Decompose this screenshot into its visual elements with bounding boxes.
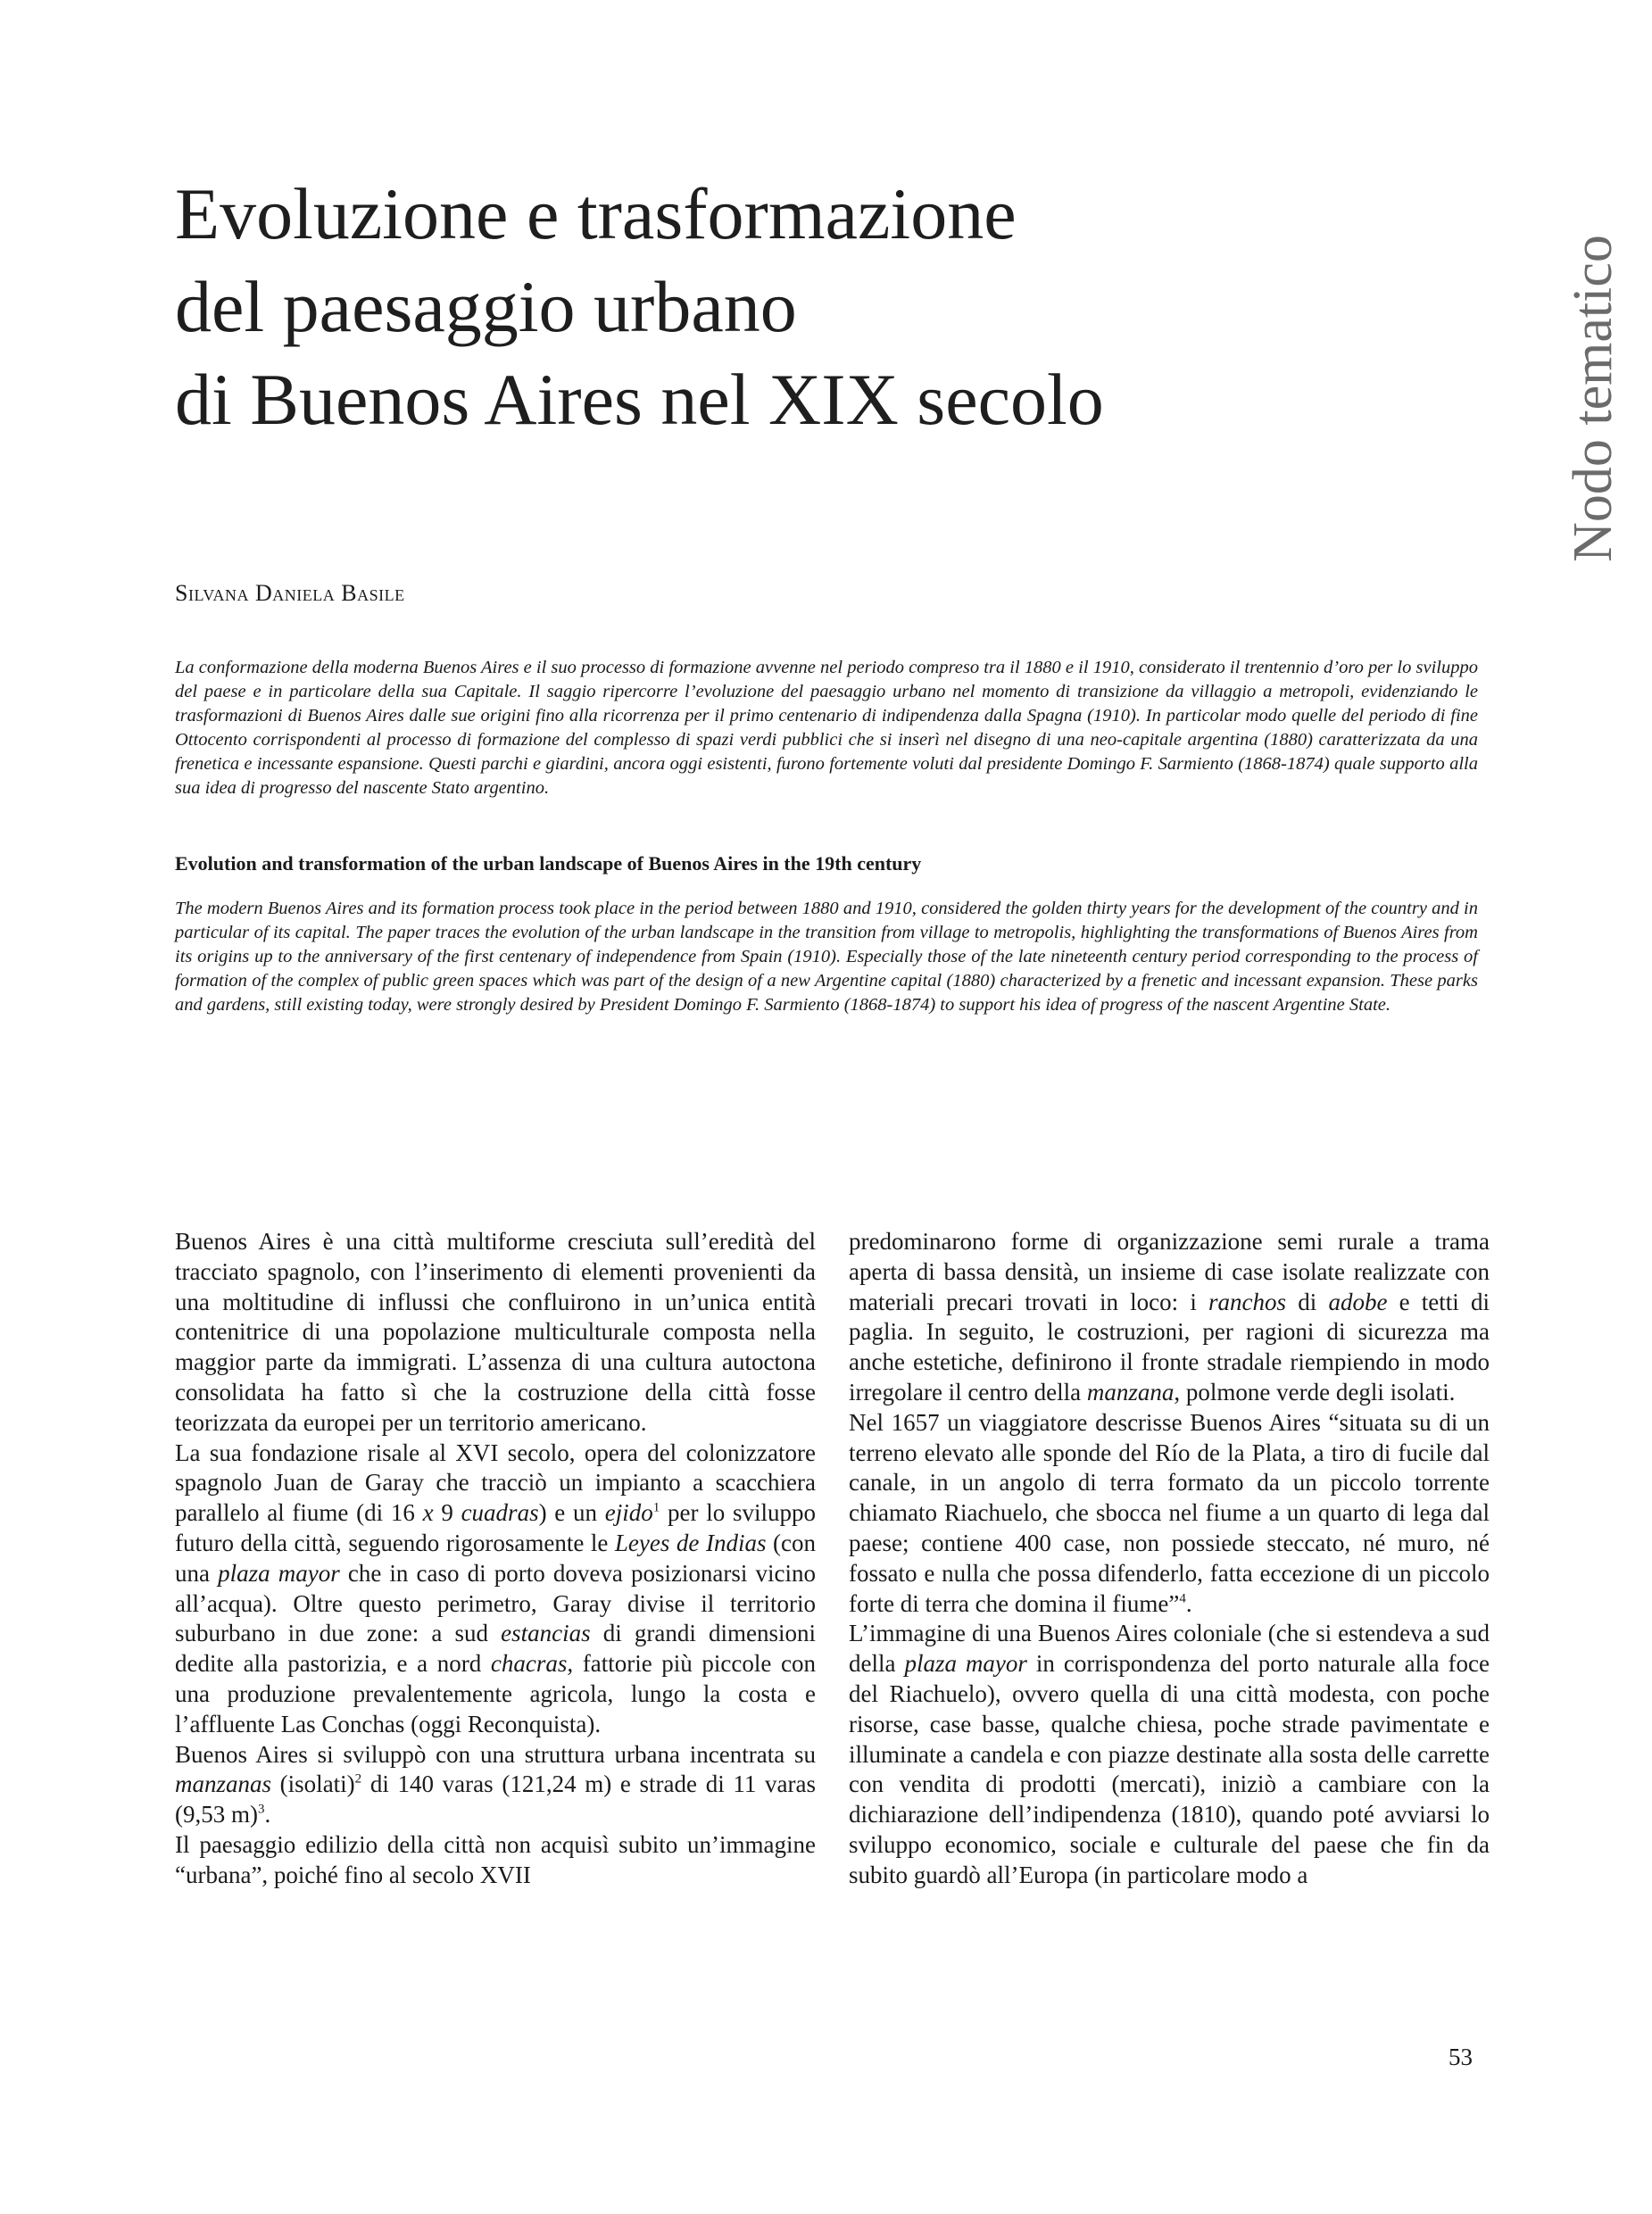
body-column-left — [175, 1227, 816, 1891]
text-run: 9 — [433, 1499, 461, 1527]
text-run: , polmone verde degli isolati. — [1174, 1378, 1456, 1406]
title-line-2: del paesaggio urbano — [175, 266, 797, 347]
text-run: di 140 varas (121,24 m) e strade di 11 varas (9,53 m) — [175, 1770, 816, 1828]
text-run: . — [264, 1801, 271, 1828]
english-title: Evolution and transformation of the urban landscape of Buenos Aires in the 19th century — [175, 852, 922, 875]
footnote-ref: 1 — [652, 1500, 660, 1515]
body-paragraph — [849, 1408, 1490, 1620]
section-tag — [1548, 211, 1638, 585]
italic-run: Leyes de Indias — [614, 1529, 767, 1556]
abstract-english: The modern Buenos Aires and its formation process took place in the period between 1880 and 1910, considered the golden thirty years for the development of the country and in particular of its capital. The paper traces the evolution of the urban landscape in the transition from village to metropolis, highlighting the transformations of Buenos Aires from its origins up to the anniversary of the first centenary of independence from Spain (1910). Especially those of the late nineteenth century period corresponding to the process of formation of the complex of public green spaces which was part of the design of a new Argentine capital (1880) characterized by a frenetic and incessant expansion. These parks and gardens, still existing today, were strongly desired by President Domingo F. Sarmiento (1868-1874) to support his idea of progress of the nascent Argentine State. — [175, 899, 1478, 1015]
text-run: di grandi dimensioni dedite alla pastorizia, e a nord — [175, 1620, 816, 1678]
italic-run: plaza mayor — [218, 1559, 340, 1587]
title-line-1: Evoluzione e trasformazione — [175, 173, 1017, 254]
body-paragraph — [175, 1740, 816, 1830]
text-run: per lo sviluppo futuro della città, seguendo rigorosamente le — [175, 1499, 816, 1556]
italic-run: chacras, — [490, 1650, 574, 1678]
italic-run: plaza mayor — [904, 1650, 1027, 1678]
text-run: di — [1286, 1288, 1329, 1315]
text-run: predominarono forme di organizzazione semi rurale a trama aperta di bassa densità, un insieme di case isolate realizzate con materiali precari trovati in loco: i — [849, 1228, 1490, 1315]
italic-run: x — [422, 1499, 434, 1527]
italic-run: manzanas — [175, 1770, 272, 1798]
body-column-right — [849, 1227, 1490, 1891]
text-run: ) e un — [538, 1499, 605, 1527]
text-run: La sua fondazione risale al XVI secolo, opera del colonizzatore spagnolo Juan de Garay che tracciò un impianto a scacchiera parallelo al fiume (di 16 — [175, 1439, 816, 1527]
footnote-ref: 3 — [257, 1802, 265, 1817]
italic-run: manzana — [1086, 1378, 1175, 1406]
section-tag-label: Nodo tematico — [1562, 234, 1623, 562]
footnote-ref: 2 — [354, 1771, 362, 1787]
abstract-italian: La conformazione della moderna Buenos Aires e il suo processo di formazione avvenne nel periodo compreso tra il 1880 e il 1910, considerato il trentennio d’oro per lo sviluppo del paese e in particolare della sua Capitale. Il saggio ripercorre l’evoluzione del paesaggio urbano nel momento di transizione da villaggio a metropoli, evidenziando le trasformazioni di Buenos Aires dalle sue origini fino alla ricorrenza per il primo centenario di indipendenza dalla Spagna (1910). In particolar modo quelle del periodo di fine Ottocento corrispondenti al processo di formazione del complesso di spazi verdi pubblici che si inserì nel disegno di una neo-capitale argentina (1880) caratterizzata da una frenetica e incessante espansione. Questi parchi e giardini, ancora oggi esistenti, furono fortemente voluti dal presidente Domingo F. Sarmiento (1868-1874) quale supporto alla sua idea di progresso del nascente Stato argentino. — [175, 658, 1478, 798]
text-run: Buenos Aires si sviluppò con una struttura urbana incentrata su — [175, 1740, 816, 1768]
text-run: in corrispondenza del porto naturale alla foce del Riachuelo), ovvero quella di una città modesta, con poche risorse, case basse, qualche chiesa, poche strade pavimentate e illuminate a candela e con piazze destinate alla sosta delle carrette con vendita di prodotti (mercati), iniziò a cambiare con la dichiarazione dell’indipendenza (1810), quando poté avviarsi lo sviluppo economico, sociale e culturale del paese che fin da subito guardò all’Europa (in particolare modo a — [849, 1650, 1490, 1888]
text-run: L’immagine di una Buenos Aires coloniale (che si estendeva a sud della — [849, 1620, 1490, 1678]
footnote-ref: 4 — [1179, 1591, 1186, 1606]
body-paragraph — [849, 1227, 1490, 1408]
page-number: 53 — [1449, 2044, 1473, 2070]
text-run: (con una — [175, 1529, 816, 1587]
body-paragraph — [849, 1619, 1490, 1890]
text-run: (isolati) — [271, 1770, 355, 1798]
article-title — [175, 168, 1335, 446]
body-paragraph: Il paesaggio edilizio della città non acquisì subito un’immagine “urbana”, poiché fino al secolo XVII — [175, 1830, 816, 1888]
text-run: fattorie più piccole con una produzione prevalentemente agricola, lungo la costa e l’affluente Las Conchas (oggi Reconquista). — [175, 1650, 816, 1737]
body-paragraph — [175, 1439, 816, 1740]
author-name: Silvana Daniela Basile — [175, 580, 405, 606]
italic-run: cuadras — [461, 1499, 539, 1527]
text-run: Nel 1657 un viaggiatore descrisse Buenos Aires “situata su di un terreno elevato alle sponde del Río de la Plata, a tiro di fucile dal canale, in un angolo di terra formato da un piccolo torrente chiamato Riachuelo, che sbocca nel fiume a un quarto di lega dal paese; contiene 400 case, non possiede steccato, né muro, né fossato e nulla che possa difenderlo, fatta eccezione di un piccolo forte di terra che domina il fiume” — [849, 1408, 1490, 1617]
italic-run: estancias — [501, 1620, 591, 1647]
text-run: e tetti di paglia. In seguito, le costruzioni, per ragioni di sicurezza ma anche estetiche, definirono il fronte stradale riempiendo in modo irregolare il centro della — [849, 1288, 1490, 1406]
body-paragraph: Buenos Aires è una città multiforme cresciuta sull’eredità del tracciato spagnolo, con l’inserimento di elementi provenienti da una moltitudine di influssi che confluirono in un’unica entità contenitrice di una popolazione multiculturale composta nella maggior parte da immigrati. L’assenza di una cultura autoctona consolidata ha fatto sì che la costruzione della città fosse teorizzata da europei per un territorio americano. — [175, 1228, 816, 1436]
title-line-3: di Buenos Aires nel XIX secolo — [175, 359, 1104, 440]
italic-run: ranchos — [1208, 1288, 1287, 1315]
text-run: . — [1185, 1589, 1192, 1617]
italic-run: adobe — [1328, 1288, 1388, 1315]
italic-run: ejido — [604, 1499, 653, 1527]
text-run: che in caso di porto doveva posizionarsi vicino all’acqua). Oltre questo perimetro, Garay divise il territorio suburbano in due zone: a sud — [175, 1559, 817, 1647]
